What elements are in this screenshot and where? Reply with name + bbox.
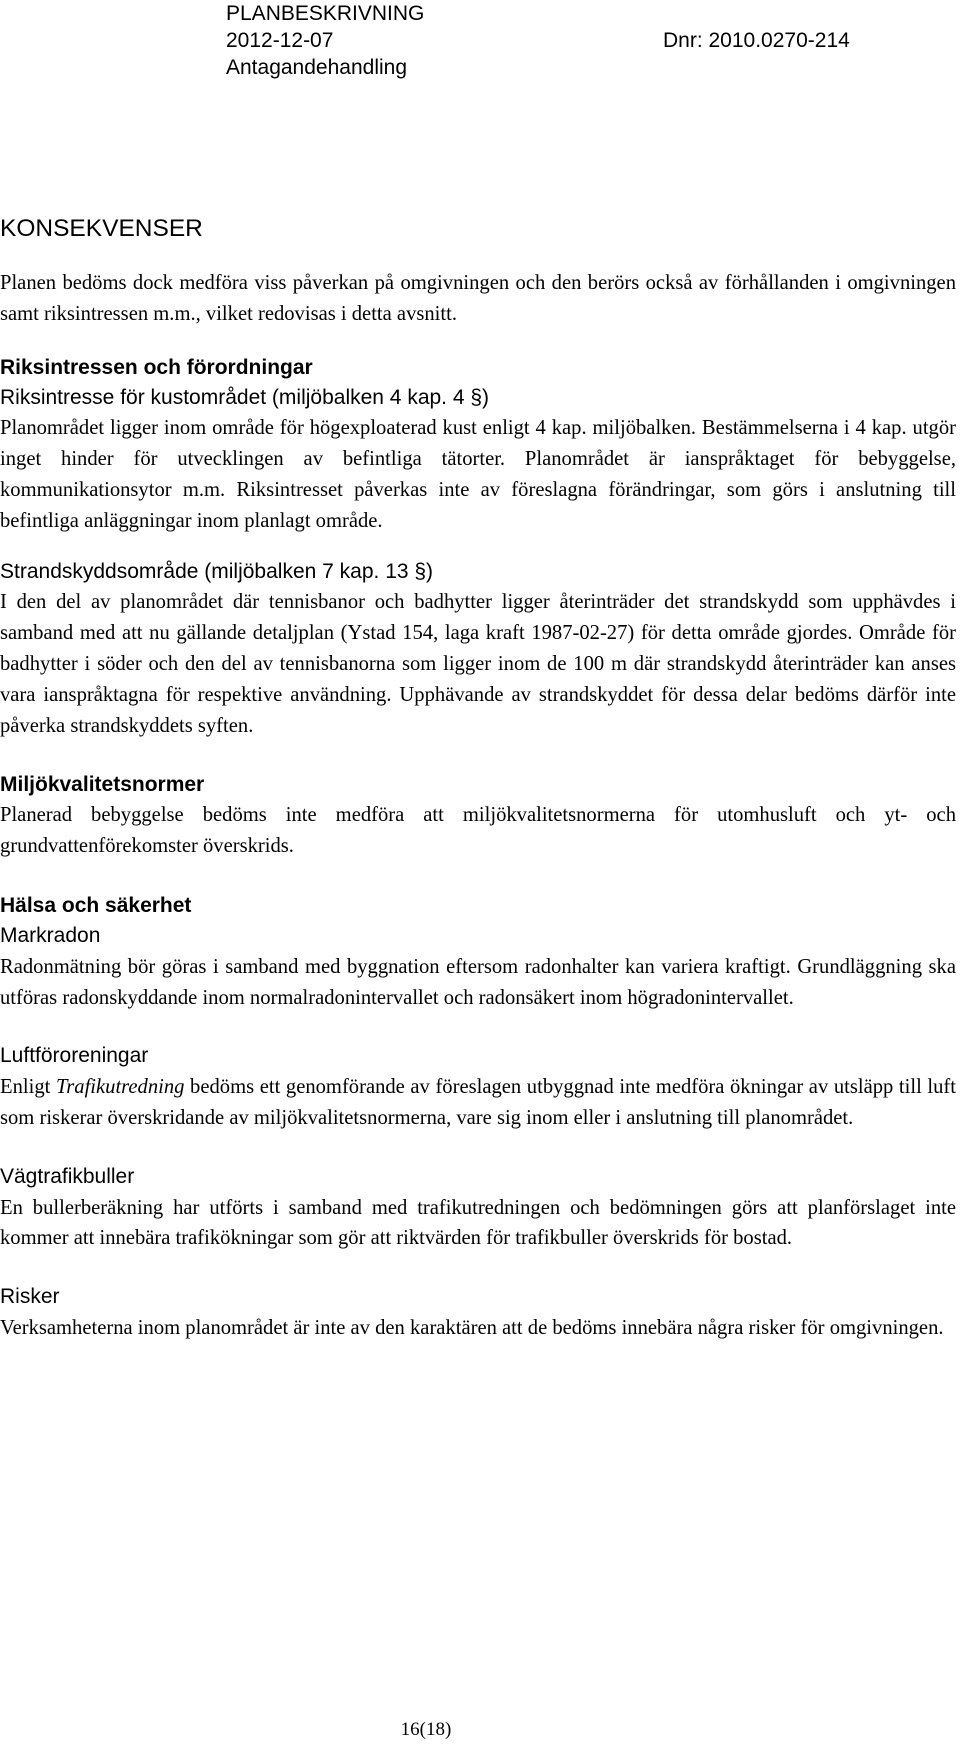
markradon-heading: Markradon: [0, 923, 101, 947]
luftfororeningar-heading: Luftföroreningar: [0, 1044, 149, 1068]
intro-paragraph: Planen bedöms dock medföra viss påverkan på omgivningen och den berörs också av förhållanden i omgivningen samt riksintressen m.m., vilket redovisas i detta avsnitt.: [0, 272, 956, 325]
document-status: Antagandehandling: [226, 56, 408, 79]
riksintresse-paragraph: Planområdet ligger inom område för högexploaterad kust enligt 4 kap. miljöbalken. Bestämmelserna i 4 kap. utgör inget hinder för utvecklingen av befintliga tätorter. Planområdet är ianspråktaget för bebyggelse, kommunikationsytor m.m. Riksintresset påverkas inte av föreslagna förändringar, som görs i anslutning till befintliga anläggningar inom planlagt område.: [0, 417, 956, 532]
document-date: 2012-12-07: [226, 29, 334, 52]
risker-heading: Risker: [0, 1285, 60, 1309]
document-number: Dnr: 2010.0270-214: [663, 29, 850, 52]
luft-text-after: bedöms ett genomförande av föreslagen utbyggnad inte medföra ökningar av utsläpp till luft som riskerar överskridande av miljökvalitetsnormerna, vare sig inom eller i anslutning till planområdet.: [0, 1076, 956, 1129]
page-header: [226, 0, 946, 81]
vagtrafikbuller-paragraph: En bullerberäkning har utförts i samband med trafikutredningen och bedömningen görs att planförslaget inte kommer att innebära trafikökningar som gör att riktvärden för trafikbuller överskrids för bostad.: [0, 1196, 956, 1250]
luftfororeningar-paragraph: [0, 1072, 956, 1134]
vagtrafikbuller-heading: Vägtrafikbuller: [0, 1164, 135, 1188]
markradon-paragraph: Radonmätning bör göras i samband med byggnation eftersom radonhalter kan variera kraftigt. Grundläggning ska utföras radonskyddande inom normalradonintervallet och radonsäkert inom högradonintervallet.: [0, 955, 956, 1009]
main-heading: KONSEKVENSER: [0, 215, 203, 242]
page-number: 16(18): [400, 1719, 452, 1740]
riksintressen-heading: Riksintressen och förordningar: [0, 355, 313, 379]
miljokvalitet-paragraph: Planerad bebyggelse bedöms inte medföra att miljökvalitetsnormerna för utomhusluft och yt- och grundvattenförekomster överskrids.: [0, 804, 956, 858]
strandskydd-heading: Strandskyddsområde (miljöbalken 7 kap. 13 §): [0, 559, 434, 583]
trafikutredning-reference: Trafikutredning: [55, 1076, 185, 1099]
miljokvalitet-heading: Miljökvalitetsnormer: [0, 773, 205, 797]
risker-paragraph: Verksamheterna inom planområdet är inte av den karaktären att de bedöms innebära några risker för omgivningen.: [0, 1316, 944, 1339]
luft-text-before: Enligt: [0, 1076, 56, 1099]
document-type: PLANBESKRIVNING: [226, 2, 425, 25]
strandskydd-paragraph: I den del av planområdet där tennisbanor och badhytter ligger återinträder det strandskydd som upphävdes i samband med att nu gällande detaljplan (Ystad 154, laga kraft 1987-02-27) för detta område gjordes. Område för badhytter i söder och den del av tennisbanorna som ligger inom de 100 m där strandskydd återinträder kan anses vara ianspråktagna för respektive användning. Upphävande av strandskyddet för dessa delar bedöms därför inte påverka strandskyddets syften.: [0, 591, 956, 737]
riksintresse-subheading: Riksintresse för kustområdet (miljöbalken 4 kap. 4 §): [0, 385, 490, 409]
document-body: [0, 212, 956, 1344]
halsa-heading: Hälsa och säkerhet: [0, 893, 192, 917]
